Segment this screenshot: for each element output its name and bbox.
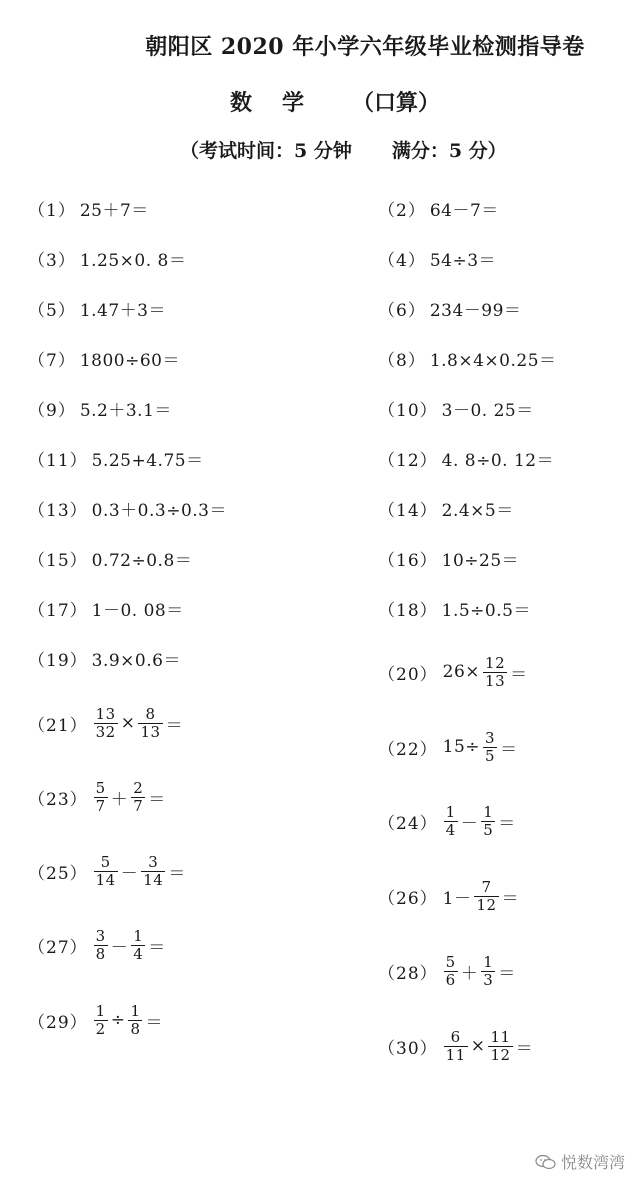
fraction bbox=[131, 928, 145, 963]
fraction-denominator: 13 bbox=[485, 671, 506, 690]
problem-expression: 2.4×5＝ bbox=[441, 500, 514, 521]
problem-expression: 25＋7＝ bbox=[79, 200, 149, 221]
equals-sign: ＝ bbox=[498, 813, 516, 834]
fraction-numerator: 5 bbox=[445, 952, 456, 971]
fraction bbox=[483, 655, 507, 690]
problem-number: （18） bbox=[378, 600, 438, 621]
equals-sign: ＝ bbox=[148, 789, 166, 810]
equals-sign: ＝ bbox=[498, 963, 516, 984]
problem-expression: 1.8×4×0.25＝ bbox=[429, 350, 557, 371]
fraction-numerator: 3 bbox=[95, 926, 106, 945]
operator: － bbox=[460, 813, 479, 834]
fraction-numerator: 1 bbox=[483, 952, 494, 971]
fraction bbox=[128, 1003, 142, 1038]
fraction-numerator: 3 bbox=[148, 852, 159, 871]
fraction-denominator: 13 bbox=[140, 722, 161, 741]
fraction bbox=[141, 854, 165, 889]
fraction-denominator: 5 bbox=[485, 746, 496, 765]
equals-sign: ＝ bbox=[148, 937, 166, 958]
problem-number: （20） bbox=[378, 664, 438, 685]
problem-expression: 3.9×0.6＝ bbox=[91, 650, 181, 671]
problem-expression: 64－7＝ bbox=[429, 200, 499, 221]
problem-number: （12） bbox=[378, 450, 438, 471]
problem-expression: 1－0. 08＝ bbox=[91, 600, 184, 621]
problem-item bbox=[378, 588, 531, 628]
fraction-denominator: 2 bbox=[95, 1019, 106, 1038]
problem-number: （25） bbox=[28, 863, 88, 884]
problem-number: （22） bbox=[378, 739, 438, 760]
problem-number: （17） bbox=[28, 600, 88, 621]
problem-expression: 1.5÷0.5＝ bbox=[441, 600, 531, 621]
fraction-denominator: 4 bbox=[133, 944, 144, 963]
problem-item bbox=[378, 727, 519, 767]
problem-expression: 5.25+4.75＝ bbox=[91, 450, 204, 471]
problem-expression: 0.72÷0.8＝ bbox=[91, 550, 193, 571]
problem-expression bbox=[442, 655, 529, 690]
problem-expression bbox=[92, 780, 167, 815]
equals-sign: ＝ bbox=[510, 664, 528, 685]
problem-expression: 1800÷60＝ bbox=[79, 350, 180, 371]
problem-item bbox=[28, 851, 187, 891]
operator: － bbox=[120, 863, 139, 884]
equals-sign: ＝ bbox=[168, 863, 186, 884]
fraction-numerator: 1 bbox=[483, 802, 494, 821]
fraction bbox=[94, 928, 108, 963]
exam-time: （考试时间：5 分钟 bbox=[180, 140, 352, 162]
problem-item bbox=[378, 876, 520, 916]
problem-expression: 234－99＝ bbox=[429, 300, 522, 321]
problem-expression: 10÷25＝ bbox=[441, 550, 520, 571]
problem-number: （3） bbox=[28, 250, 76, 271]
fraction bbox=[94, 780, 108, 815]
problem-item bbox=[28, 388, 172, 428]
problem-item bbox=[378, 801, 517, 841]
problem-number: （27） bbox=[28, 937, 88, 958]
operator: ＋ bbox=[110, 789, 129, 810]
exam-info bbox=[180, 136, 600, 163]
fraction-denominator: 6 bbox=[445, 970, 456, 989]
problem-expression: 3－0. 25＝ bbox=[441, 400, 534, 421]
problem-number: （8） bbox=[378, 350, 426, 371]
fraction bbox=[444, 804, 458, 839]
fraction-numerator: 5 bbox=[100, 852, 111, 871]
problem-item bbox=[378, 538, 519, 578]
fraction bbox=[444, 1029, 468, 1064]
problem-expression bbox=[92, 1003, 164, 1038]
problem-item bbox=[378, 488, 514, 528]
problem-item bbox=[378, 951, 517, 991]
problem-number: （30） bbox=[378, 1038, 438, 1059]
problem-number: （23） bbox=[28, 789, 88, 810]
problem-expression: 1.25×0. 8＝ bbox=[79, 250, 187, 271]
problem-item bbox=[28, 638, 181, 678]
problem-item bbox=[378, 238, 496, 278]
problem-item bbox=[28, 188, 149, 228]
problem-number: （7） bbox=[28, 350, 76, 371]
problem-expression bbox=[92, 854, 187, 889]
problem-item bbox=[378, 438, 554, 478]
fraction bbox=[94, 854, 118, 889]
equals-sign: ＝ bbox=[500, 739, 518, 760]
fraction-numerator: 7 bbox=[481, 877, 492, 896]
problem-number: （2） bbox=[378, 200, 426, 221]
problem-number: （1） bbox=[28, 200, 76, 221]
fraction-denominator: 32 bbox=[95, 722, 116, 741]
fraction-denominator: 12 bbox=[476, 895, 497, 914]
page-title: 朝阳区 2020 年小学六年级毕业检测指导卷 bbox=[145, 34, 585, 60]
fraction-numerator: 3 bbox=[485, 728, 496, 747]
problem-item bbox=[378, 388, 534, 428]
problem-item bbox=[28, 703, 184, 743]
problem-number: （10） bbox=[378, 400, 438, 421]
expression-prefix: 1－ bbox=[442, 888, 472, 909]
problem-expression bbox=[92, 928, 167, 963]
problem-number: （5） bbox=[28, 300, 76, 321]
fraction-numerator: 1 bbox=[95, 1001, 106, 1020]
operator: ÷ bbox=[110, 1010, 126, 1030]
fraction-denominator: 12 bbox=[490, 1045, 511, 1064]
fraction-numerator: 1 bbox=[133, 926, 144, 945]
problem-item bbox=[28, 438, 204, 478]
problem-item bbox=[28, 338, 180, 378]
fraction-numerator: 5 bbox=[95, 778, 106, 797]
fraction bbox=[94, 706, 118, 741]
fraction-denominator: 4 bbox=[445, 820, 456, 839]
exam-score: 满分：5 分） bbox=[391, 140, 507, 162]
problem-number: （24） bbox=[378, 813, 438, 834]
subject-type: （口算） bbox=[352, 90, 441, 116]
problem-expression: 1.47＋3＝ bbox=[79, 300, 166, 321]
subject-name: 数学 bbox=[230, 90, 335, 116]
fraction-numerator: 1 bbox=[445, 802, 456, 821]
problem-item bbox=[378, 338, 557, 378]
fraction-denominator: 8 bbox=[95, 944, 106, 963]
fraction-denominator: 8 bbox=[130, 1019, 141, 1038]
watermark bbox=[535, 1150, 625, 1173]
problem-item bbox=[378, 652, 529, 692]
problem-expression: 0.3＋0.3÷0.3＝ bbox=[91, 500, 227, 521]
problem-number: （16） bbox=[378, 550, 438, 571]
operator: ＋ bbox=[460, 963, 479, 984]
fraction-numerator: 12 bbox=[485, 653, 506, 672]
fraction-numerator: 11 bbox=[490, 1027, 511, 1046]
problem-number: （6） bbox=[378, 300, 426, 321]
problem-item bbox=[378, 188, 499, 228]
expression-prefix: 15÷ bbox=[442, 737, 481, 757]
fraction-denominator: 14 bbox=[143, 870, 164, 889]
fraction bbox=[481, 804, 495, 839]
problem-expression bbox=[442, 730, 519, 765]
problem-expression: 54÷3＝ bbox=[429, 250, 497, 271]
fraction-numerator: 6 bbox=[450, 1027, 461, 1046]
problem-number: （28） bbox=[378, 963, 438, 984]
problem-item bbox=[378, 1026, 534, 1066]
problem-item bbox=[28, 538, 192, 578]
problem-number: （15） bbox=[28, 550, 88, 571]
fraction-denominator: 5 bbox=[483, 820, 494, 839]
subject-heading bbox=[230, 86, 450, 117]
expression-prefix: 26× bbox=[442, 662, 481, 682]
problem-number: （11） bbox=[28, 450, 88, 471]
problem-item bbox=[28, 588, 184, 628]
problem-expression bbox=[442, 954, 517, 989]
fraction bbox=[131, 780, 145, 815]
equals-sign: ＝ bbox=[145, 1012, 163, 1033]
problem-item bbox=[28, 925, 167, 965]
fraction bbox=[481, 954, 495, 989]
problem-expression bbox=[442, 1029, 534, 1064]
operator: × bbox=[470, 1036, 486, 1056]
fraction bbox=[474, 879, 498, 914]
fraction-denominator: 3 bbox=[483, 970, 494, 989]
problem-number: （13） bbox=[28, 500, 88, 521]
fraction-denominator: 7 bbox=[95, 796, 106, 815]
fraction-numerator: 13 bbox=[95, 704, 116, 723]
equals-sign: ＝ bbox=[515, 1038, 534, 1059]
wechat-icon bbox=[535, 1154, 557, 1170]
fraction-numerator: 1 bbox=[130, 1001, 141, 1020]
problem-expression: 5.2＋3.1＝ bbox=[79, 400, 172, 421]
operator: × bbox=[120, 713, 136, 733]
fraction-denominator: 7 bbox=[133, 796, 144, 815]
problem-number: （26） bbox=[378, 888, 438, 909]
fraction bbox=[138, 706, 162, 741]
operator: － bbox=[110, 937, 129, 958]
fraction bbox=[94, 1003, 108, 1038]
equals-sign: ＝ bbox=[165, 715, 184, 736]
watermark-text: 悦数湾湾 bbox=[561, 1153, 626, 1172]
fraction bbox=[483, 730, 497, 765]
problem-item bbox=[378, 288, 521, 328]
equals-sign: ＝ bbox=[501, 888, 520, 909]
problem-item bbox=[28, 1000, 164, 1040]
fraction-numerator: 8 bbox=[145, 704, 156, 723]
problem-item bbox=[28, 488, 227, 528]
problem-item bbox=[28, 777, 167, 817]
problem-expression bbox=[442, 879, 520, 914]
problem-number: （9） bbox=[28, 400, 76, 421]
problem-expression bbox=[442, 804, 517, 839]
problem-expression: 4. 8÷0. 12＝ bbox=[441, 450, 555, 471]
fraction bbox=[444, 954, 458, 989]
problem-item bbox=[28, 288, 166, 328]
problem-number: （14） bbox=[378, 500, 438, 521]
problem-number: （4） bbox=[378, 250, 426, 271]
problem-expression bbox=[92, 706, 184, 741]
fraction bbox=[488, 1029, 512, 1064]
problem-item bbox=[28, 238, 186, 278]
problem-number: （19） bbox=[28, 650, 88, 671]
problem-number: （29） bbox=[28, 1012, 88, 1033]
fraction-numerator: 2 bbox=[133, 778, 144, 797]
problem-number: （21） bbox=[28, 715, 88, 736]
fraction-denominator: 11 bbox=[445, 1045, 466, 1064]
fraction-denominator: 14 bbox=[95, 870, 116, 889]
